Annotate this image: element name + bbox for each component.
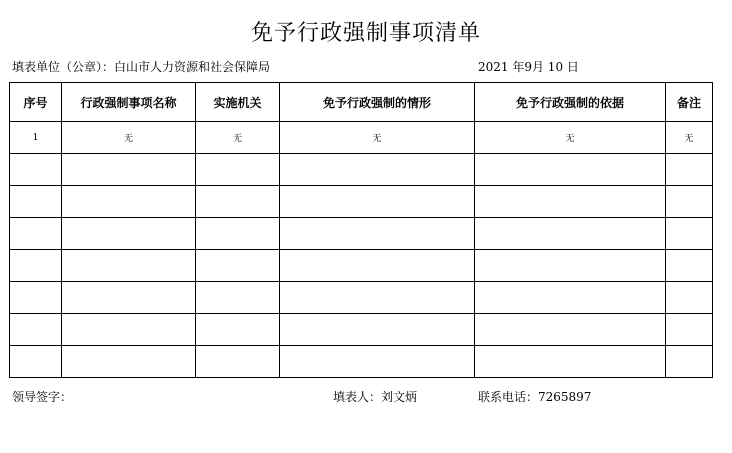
cell-basis (475, 218, 666, 250)
cell-circumstances (280, 282, 475, 314)
cell-circumstances (280, 218, 475, 250)
items-table (9, 82, 713, 378)
header-item-name: 行政强制事项名称 (62, 83, 196, 122)
table-row (10, 250, 713, 282)
filing-unit: 填表单位（公章）：白山市人力资源和社会保障局 (12, 60, 271, 74)
cell-circumstances: 无 (280, 122, 475, 154)
cell-serial (10, 250, 62, 282)
filler-name: 填表人：刘文炳 (333, 390, 418, 404)
cell-item-name (62, 218, 196, 250)
table-row (10, 122, 713, 154)
cell-agency: 无 (196, 122, 280, 154)
header-agency: 实施机关 (196, 83, 280, 122)
cell-serial (10, 346, 62, 378)
cell-agency (196, 314, 280, 346)
header-basis: 免予行政强制的依据 (475, 83, 666, 122)
table-row (10, 346, 713, 378)
cell-basis (475, 282, 666, 314)
cell-agency (196, 154, 280, 186)
table-row (10, 282, 713, 314)
table-row (10, 186, 713, 218)
cell-basis (475, 186, 666, 218)
leader-signature-label: 领导签字： (12, 390, 73, 404)
cell-circumstances (280, 250, 475, 282)
cell-circumstances (280, 346, 475, 378)
cell-serial (10, 314, 62, 346)
cell-remarks (666, 250, 713, 282)
cell-item-name (62, 186, 196, 218)
cell-basis: 无 (475, 122, 666, 154)
table-row (10, 154, 713, 186)
cell-agency (196, 346, 280, 378)
cell-agency (196, 218, 280, 250)
cell-basis (475, 154, 666, 186)
cell-serial (10, 186, 62, 218)
cell-serial (10, 282, 62, 314)
cell-remarks (666, 314, 713, 346)
header-circumstances: 免予行政强制的情形 (280, 83, 475, 122)
header-serial: 序号 (10, 83, 62, 122)
document-title: 免予行政强制事项清单 (250, 21, 481, 46)
cell-circumstances (280, 314, 475, 346)
cell-agency (196, 282, 280, 314)
cell-item-name: 无 (62, 122, 196, 154)
cell-basis (475, 250, 666, 282)
cell-remarks (666, 282, 713, 314)
cell-item-name (62, 250, 196, 282)
cell-basis (475, 346, 666, 378)
table-header-row (10, 83, 713, 122)
cell-remarks: 无 (666, 122, 713, 154)
cell-agency (196, 186, 280, 218)
cell-circumstances (280, 154, 475, 186)
cell-remarks (666, 154, 713, 186)
filing-date: 2021 年9月 10 日 (478, 60, 579, 74)
cell-remarks (666, 218, 713, 250)
cell-item-name (62, 154, 196, 186)
header-remarks: 备注 (666, 83, 713, 122)
cell-remarks (666, 186, 713, 218)
cell-remarks (666, 346, 713, 378)
contact-phone: 联系电话：7265897 (478, 390, 592, 404)
table-row (10, 218, 713, 250)
cell-item-name (62, 314, 196, 346)
cell-item-name (62, 346, 196, 378)
cell-agency (196, 250, 280, 282)
cell-circumstances (280, 186, 475, 218)
cell-item-name (62, 282, 196, 314)
cell-serial (10, 154, 62, 186)
cell-serial: 1 (10, 122, 62, 154)
table-row (10, 314, 713, 346)
cell-serial (10, 218, 62, 250)
cell-basis (475, 314, 666, 346)
